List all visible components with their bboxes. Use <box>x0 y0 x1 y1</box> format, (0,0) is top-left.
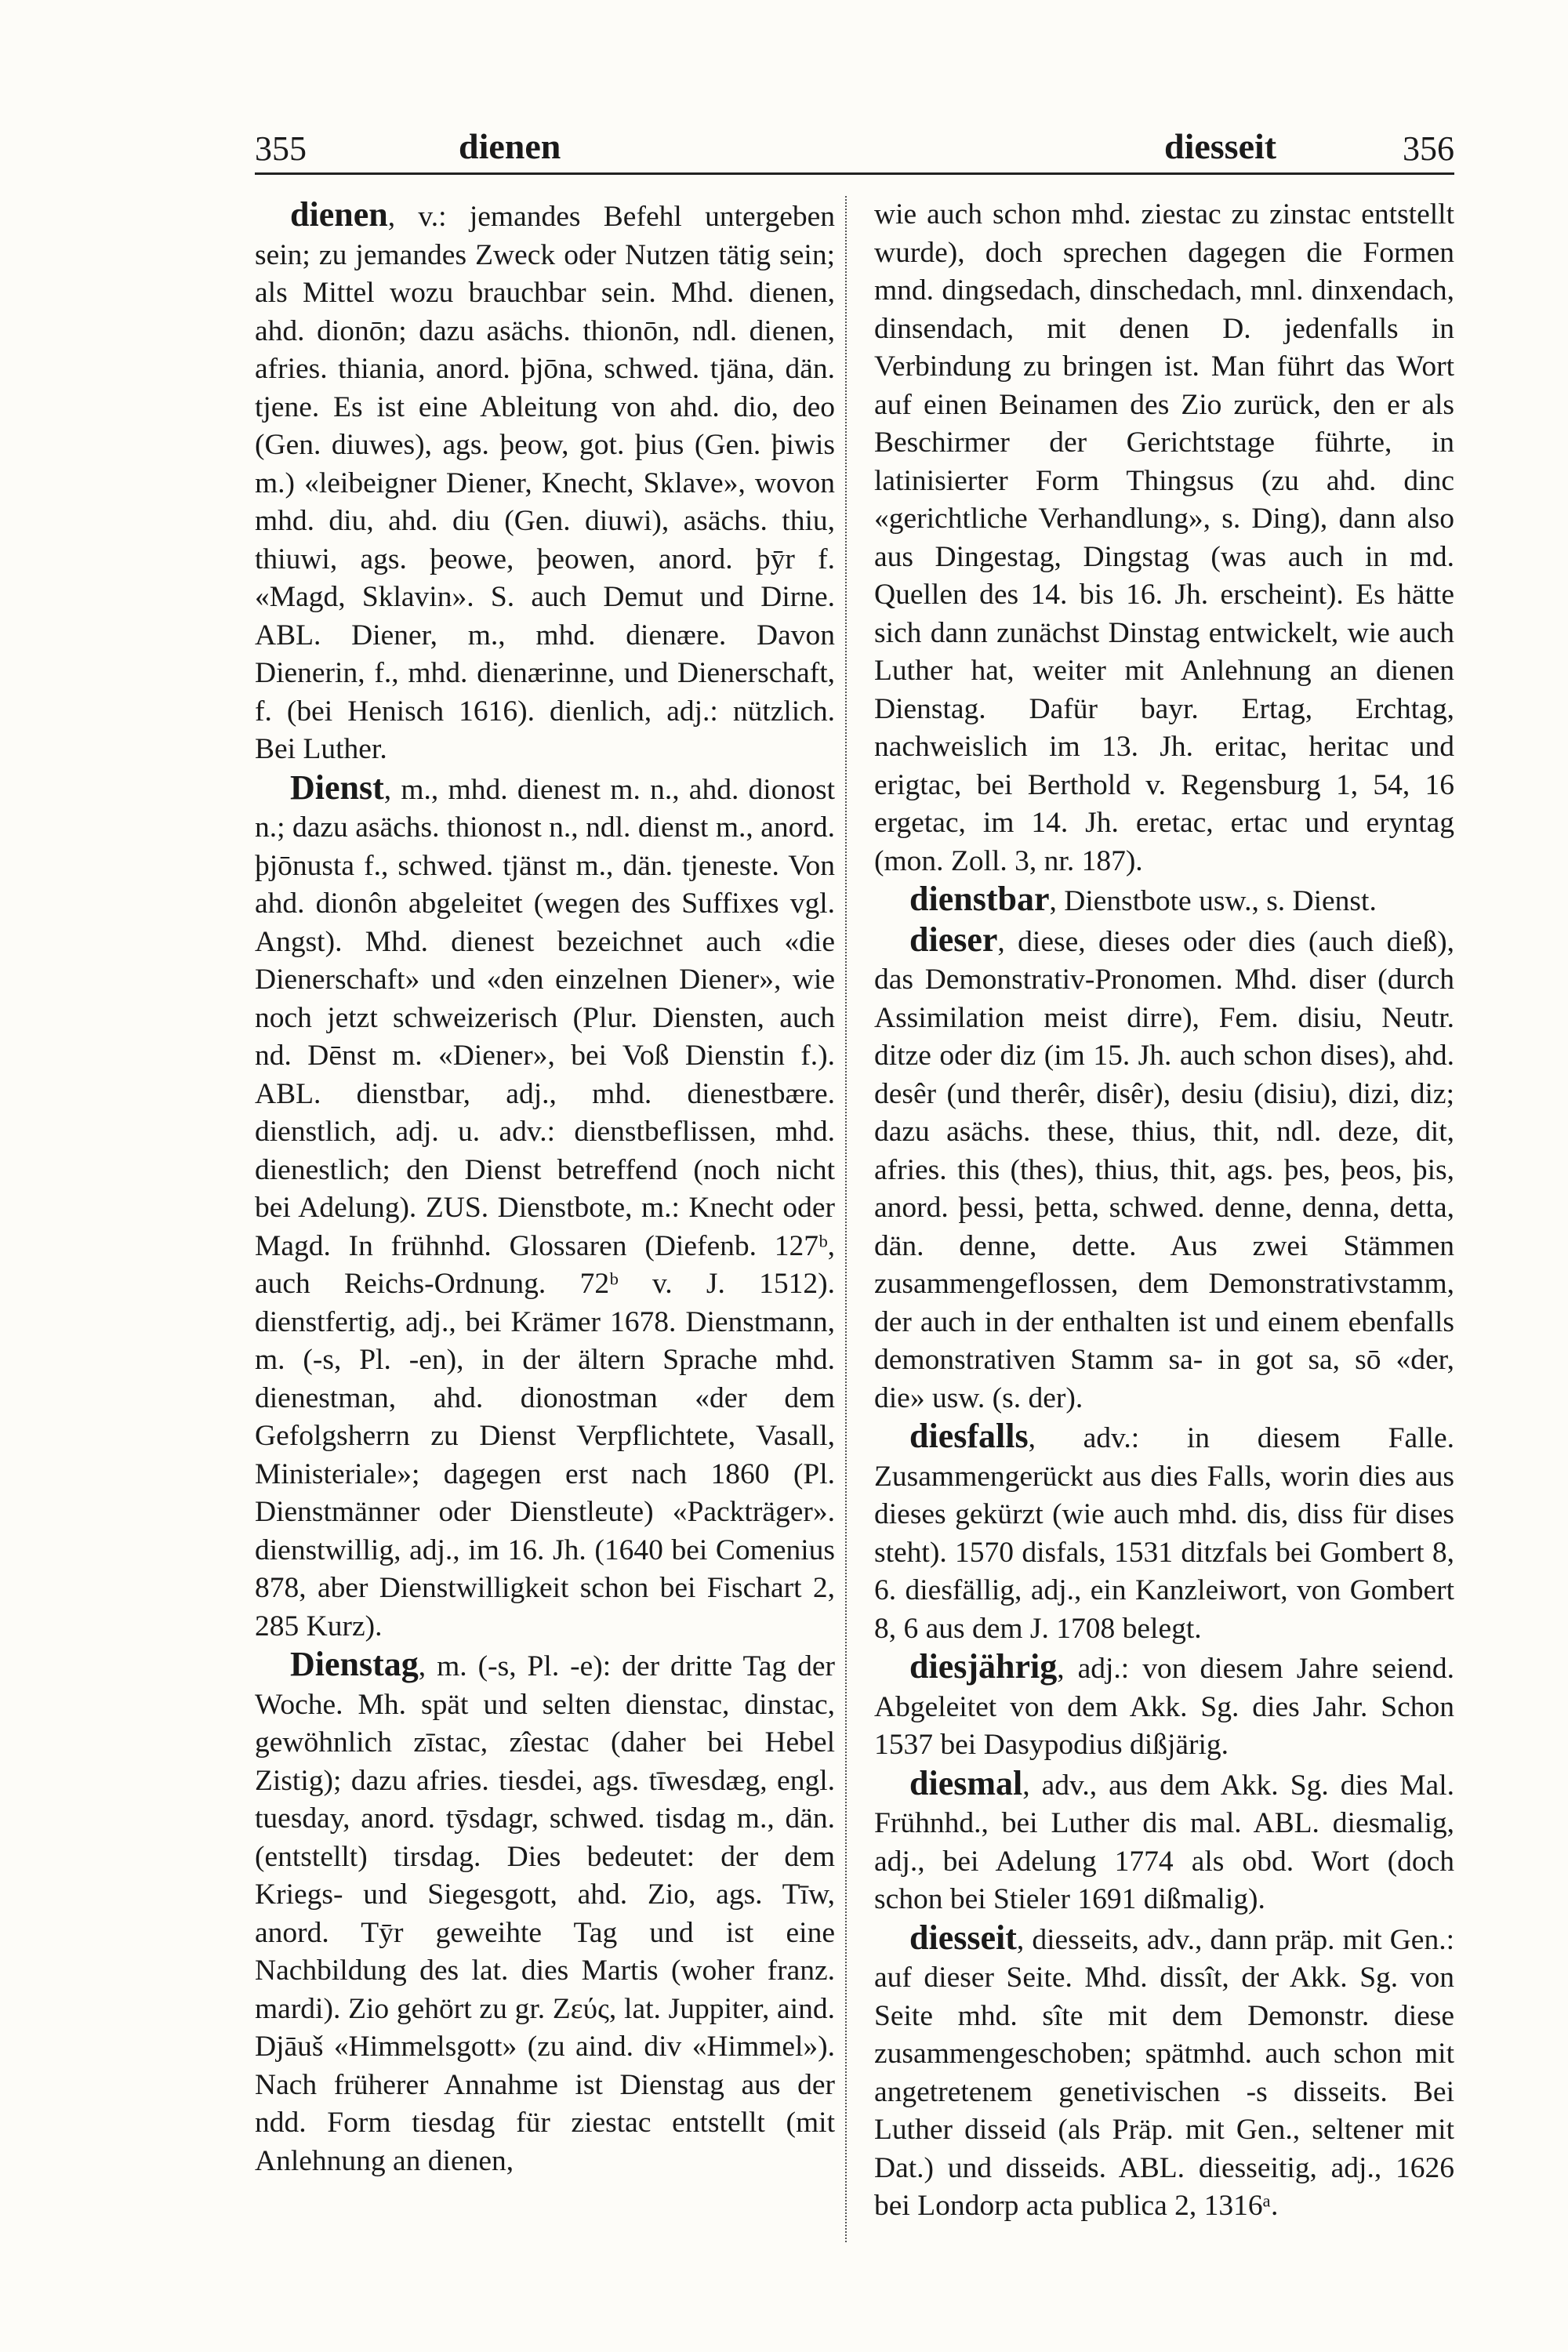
entry-headword: Dienst <box>290 768 384 807</box>
entry-dieser: dieser, diese, dieses oder dies (auch dieß), das Demonstrativ-Pronomen. Mhd. diser (durch Assimilation meist dirre), Fem. disiu, Neutr. ditze oder diz (im 15. Jh. auch schon dises), ahd. desêr (und therêr, disêr), desiu (disiu), dizi, diz; dazu asächs. these, thius, thit, ndl. deze, dit, afries. this (thes), thius, thit, ags. þes, þeos, þis, anord. þessi, þetta, schwed. denne, denna, detta, dän. denne, dette. Aus zwei Stämmen zusammengeflossen, dem Demonstrativstamm, der auch in der enthalten ist und einem ebenfalls demonstrativen Stamm sa- in got sa, sō «der, die» usw. (s. der). <box>874 920 1454 1414</box>
entry-headword: dienstbar <box>909 880 1050 918</box>
column-divider <box>845 196 847 2242</box>
page-number-left: 355 <box>255 129 307 168</box>
running-headword-left: dienen <box>459 126 561 166</box>
entry-dienen: dienen, v.: jemandes Befehl untergeben sein; zu jemandes Zweck oder Nutzen tätig sein; als Mittel wozu brauchbar sein. Mhd. dienen, ahd. dionōn; dazu asächs. thionōn, ndl. dienen, afries. thiania, anord. þjōna, schwed. tjäna, dän. tjene. Es ist eine Ableitung von ahd. dio, deo (Gen. diuwes), ags. þeow, got. þius (Gen. þiwis m.) «leibeigner Diener, Knecht, Sklave», wovon mhd. diu, ahd. diu (Gen. diuwi), asächs. thiu, thiuwi, ags. þeowe, þeowen, anord. þȳr f. «Magd, Sklavin». S. auch Demut und Dirne. ABL. Diener, m., mhd. dienære. Davon Dienerin, f., mhd. dienærinne, und Dienerschaft, f. (bei Henisch 1616). dienlich, adj.: nützlich. Bei Luther. <box>255 195 835 765</box>
right-column <box>874 196 1454 2226</box>
left-column <box>255 196 835 2180</box>
entry-dienstag: Dienstag, m. (-s, Pl. -e): der dritte Tag der Woche. Mh. spät und selten dienstac, dinstac, gewöhnlich zīstac, zîestac (daher bei Hebel Zistig); dazu afries. tiesdei, ags. tīwesdæg, engl. tuesday, anord. tȳsdagr, schwed. tisdag m., dän. (entstellt) tirsdag. Dies bedeutet: der dem Kriegs- und Siegesgott, ahd. Zio, ags. Tīw, anord. Tȳr geweihte Tag und ist eine Nachbildung des lat. dies Martis (woher franz. mardi). Zio gehört zu gr. Ζεύς, lat. Juppiter, aind. Djāuš «Himmelsgott» (zu aind. div «Himmel»). Nach früherer Annahme ist Dienstag aus der ndd. Form tiesdag für ziestac entstellt (mit Anlehnung an dienen, <box>255 1645 835 2177</box>
entry-dienstbar: dienstbar, Dienstbote usw., s. Dienst. <box>909 880 1377 918</box>
running-headword-right: diesseit <box>1164 126 1277 166</box>
entry-dienst: Dienst, m., mhd. dienest m. n., ahd. dionost n.; dazu asächs. thionost n., ndl. dienst m., anord. þjōnusta f., schwed. tjänst m., dän. tjeneste. Von ahd. dionôn abgeleitet (wegen des Suffixes vgl. Angst). Mhd. dienest bezeichnet auch «die Dienerschaft» und «den einzelnen Diener», wie noch jetzt schweizerisch (Plur. Diensten, auch nd. Dēnst m. «Diener», bei Voß Dienstin f.). ABL. dienstbar, adj., mhd. dienestbære. dienstlich, adj. u. adv.: dienstbeflissen, mhd. dienestlich; den Dienst betreffend (noch nicht bei Adelung). ZUS. Dienstbote, m.: Knecht oder Magd. In frühnhd. Glossaren (Diefenb. 127ᵇ, auch Reichs-Ordnung. 72ᵇ v. J. 1512). dienstfertig, adj., bei Krämer 1678. Dienstmann, m. (-s, Pl. -en), in der ältern Sprache mhd. dienestman, ahd. dionostman «der dem Gefolgsherrn zu Dienst Verpflichtete, Vasall, Ministeriale»; dagegen erst nach 1860 (Pl. Dienstmänner oder Dienstleute) «Packträger». dienstwillig, adj., im 16. Jh. (1640 bei Comenius 878, aber Dienstwilligkeit schon bei Fischart 2, 285 Kurz). <box>255 768 835 1642</box>
entry-headword: dienen <box>290 195 388 234</box>
entry-headword: diesseit <box>909 1918 1017 1957</box>
entry-headword: Dienstag <box>290 1645 419 1683</box>
entry-headword: diesjährig <box>909 1647 1058 1686</box>
entry-headword: diesfalls <box>909 1417 1029 1455</box>
running-header <box>255 118 1454 175</box>
entry-headword: diesmal <box>909 1763 1023 1802</box>
entry-diesjaehrig: diesjährig, adj.: von diesem Jahre seiend. Abgeleitet von dem Akk. Sg. dies Jahr. Schon 1537 bei Dasypodius dißjärig. <box>874 1647 1454 1761</box>
entry-dienstag-continued: wie auch schon mhd. ziestac zu zinstac entstellt wurde), doch sprechen dagegen die Formen mnd. dingsedach, dinschedach, mnl. dinxendach, dinsendach, mit denen D. jedenfalls in Verbindung zu bringen ist. Man führt das Wort auf einen Beinamen des Zio zurück, den er als Beschirmer der Gerichtstage führte, in latinisierter Form Thingsus (zu ahd. dinc «gerichtliche Verhandlung», s. Ding), dann also aus Dingestag, Dingstag (was auch in md. Quellen des 14. bis 16. Jh. erscheint). Es hätte sich dann zunächst Dinstag entwickelt, wie auch Luther hat, weiter mit Anlehnung an dienen Dienstag. Dafür bayr. Ertag, Erchtag, nachweislich im 13. Jh. eritac, heritac und erigtac, bei Berthold v. Regensburg 1, 54, 16 ergetac, im 14. Jh. eretac, ertac und eryntag (mon. Zoll. 3, nr. 187). <box>874 198 1454 877</box>
entry-diesfalls: diesfalls, adv.: in diesem Falle. Zusammengerückt aus dies Falls, worin dies aus dieses gekürzt (wie auch mhd. dis, diss für dises steht). 1570 disfals, 1531 ditzfals bei Gombert 8, 6. diesfällig, adj., ein Kanzleiwort, von Gombert 8, 6 aus dem J. 1708 belegt. <box>874 1417 1454 1645</box>
page-number-right: 356 <box>1403 129 1454 168</box>
entry-headword: dieser <box>909 920 998 959</box>
entry-diesseit: diesseit, diesseits, adv., dann präp. mit Gen.: auf dieser Seite. Mhd. dissît, der Akk. Sg. von Seite mhd. sîte mit dem Demonstr. diese zusammengeschoben; spätmhd. auch schon mit angetretenem genetivischen -s disseits. Bei Luther disseid (als Präp. mit Gen., seltener mit Dat.) und disseids. ABL. diesseitig, adj., 1626 bei Londorp acta publica 2, 1316ᵃ. <box>874 1918 1454 2222</box>
entry-diesmal: diesmal, adv., aus dem Akk. Sg. dies Mal. Frühnhd., bei Luther dis mal. ABL. diesmalig, adj., bei Adelung 1774 als obd. Wort (doch schon bei Stieler 1691 dißmalig). <box>874 1763 1454 1915</box>
